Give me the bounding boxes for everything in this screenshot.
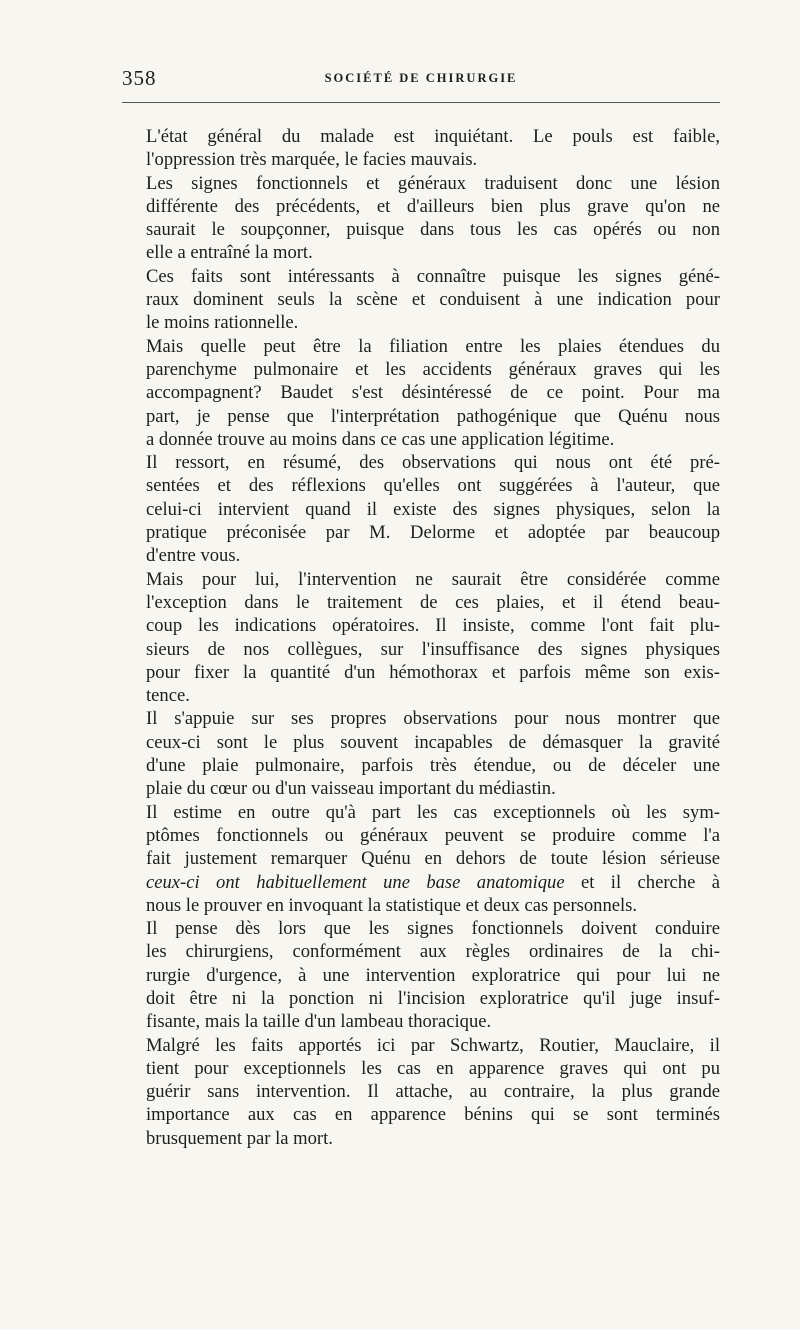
page-header [122,66,720,103]
text-line: ptômes fonctionnels ou généraux peuvent se produire comme l'a [146,824,720,846]
text-line: importance aux cas en apparence bénins qui se sont terminés [146,1104,720,1126]
text-line: Mais quelle peut être la filiation entre les plaies étendues du [146,335,720,357]
text-line: l'exception dans le traitement de ces plaies, et il étend beau- [146,591,720,613]
text-line: raux dominent seuls la scène et conduisent à une indication pour [146,289,720,311]
text-line: différente des précédents, et d'ailleurs bien plus grave qu'on ne [146,195,720,217]
italic-line-rest: et il cherche à [564,871,720,893]
text-line: Les signes fonctionnels et généraux traduisent donc une lésion [146,172,720,194]
text-line: rurgie d'urgence, à une intervention exploratrice qui pour lui ne [146,964,720,986]
italic-phrase: ceux-ci ont habituellement une base anatomique [146,871,565,893]
text-line: Malgré les faits apportés ici par Schwartz, Routier, Mauclaire, il [146,1034,720,1056]
text-line: tient pour exceptionnels les cas en apparence graves qui ont pu [146,1057,720,1079]
text-line: fait justement remarquer Quénu en dehors de toute lésion sérieuse [146,848,720,870]
text-line: a donnée trouve au moins dans ce cas une application légitime. [146,428,615,450]
text-line: elle a entraîné la mort. [146,242,313,264]
paragraph [124,1034,720,1150]
text-line: d'une plaie pulmonaire, parfois très étendue, ou de déceler une [146,755,720,777]
text-line: coup les indications opératoires. Il insiste, comme l'ont fait plu- [146,615,720,637]
text-line: le moins rationnelle. [146,312,299,334]
text-line: fisante, mais la taille d'un lambeau thoracique. [146,1011,492,1033]
paragraph [124,451,720,567]
text-line: Il ressort, en résumé, des observations qui nous ont été pré- [146,452,720,474]
text-line: saurait le soupçonner, puisque dans tous les cas opérés ou non [146,219,720,241]
paragraph [124,172,720,265]
text-line: brusquement par la mort. [146,1127,333,1149]
text-line: plaie du cœur ou d'un vaisseau important du médiastin. [146,778,556,800]
text-line: pour fixer la quantité d'un hémothorax et parfois même son exis- [146,661,720,683]
paragraph [124,707,720,800]
body-text [124,125,720,1150]
text-line: Il s'appuie sur ses propres observations pour nous montrer que [146,708,720,730]
text-line: Mais pour lui, l'intervention ne saurait être considérée comme [146,568,720,590]
text-line: ceux-ci sont le plus souvent incapables de démasquer la gravité [146,731,720,753]
text-line: les chirurgiens, conformément aux règles ordinaires de la chi- [146,941,720,963]
text-line: sentées et des réflexions qu'elles ont suggérées à l'auteur, que [146,475,720,497]
paragraph [124,801,720,917]
text-line: doit être ni la ponction ni l'incision exploratrice qu'il juge insuf- [146,987,720,1009]
text-line: Il estime en outre qu'à part les cas exceptionnels où les sym- [146,801,720,823]
text-line: Il pense dès lors que les signes fonctionnels doivent conduire [146,918,720,940]
text-line: Ces faits sont intéressants à connaître puisque les signes géné- [146,265,720,287]
paragraph [124,125,720,172]
text-line: pratique préconisée par M. Delorme et adoptée par beaucoup [146,522,720,544]
text-line: L'état général du malade est inquiétant. Le pouls est faible, [146,126,720,147]
text-line: celui-ci intervient quand il existe des signes physiques, selon la [146,498,720,520]
text-line: d'entre vous. [146,545,241,567]
text-line: accompagnent? Baudet s'est désintéressé de ce point. Pour ma [146,382,720,404]
text-line-emphasis [124,871,720,894]
text-line: guérir sans intervention. Il attache, au contraire, la plus grande [146,1081,720,1103]
running-title: SOCIÉTÉ DE CHIRURGIE [324,71,518,85]
paragraph [124,568,720,708]
text-line: l'oppression très marquée, le facies mauvais. [146,149,478,171]
page-number: 358 [122,66,157,90]
paragraph [124,335,720,451]
paragraph [124,917,720,1033]
text-line: tence. [146,685,190,707]
text-line: sieurs de nos collègues, sur l'insuffisance des signes physiques [146,638,720,660]
text-line: parenchyme pulmonaire et les accidents généraux graves qui les [146,358,720,380]
text-line: nous le prouver en invoquant la statistique et deux cas personnels. [146,894,638,916]
text-line: part, je pense que l'interprétation pathogénique que Quénu nous [146,405,720,427]
paragraph [124,265,720,335]
